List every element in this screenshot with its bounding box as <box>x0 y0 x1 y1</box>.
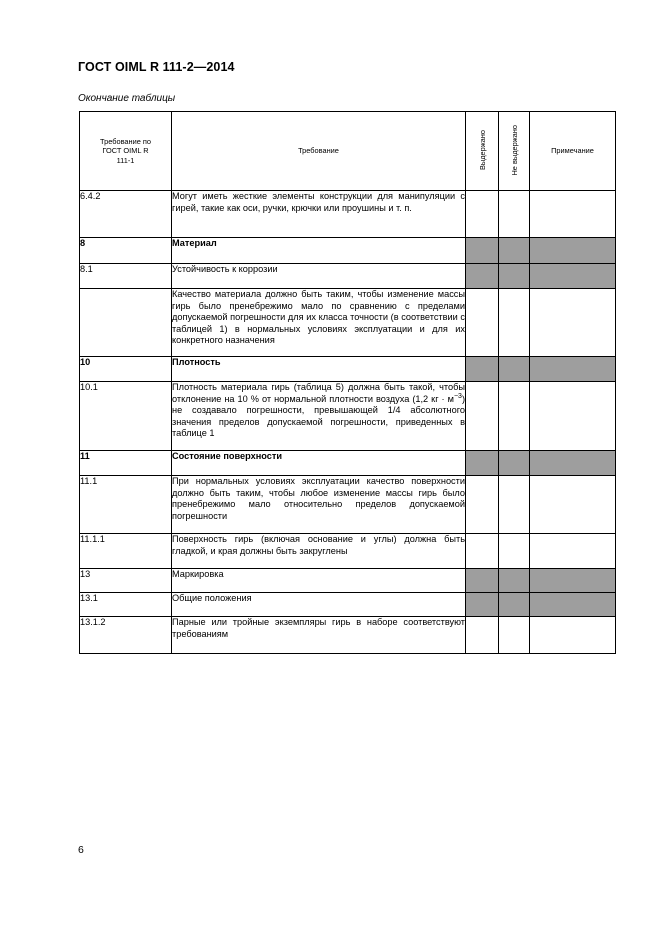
requirement-text: Поверхность гирь (включая основание и углы) должна быть гладкой, и края должны быть закруглены <box>172 534 466 569</box>
clause-number: 8.1 <box>80 264 172 289</box>
requirement-text: Устойчивость к коррозии <box>172 264 466 289</box>
clause-number: 13.1 <box>80 593 172 617</box>
clause-number: 11.1 <box>80 476 172 534</box>
table-header-row <box>80 112 616 191</box>
clause-number: 6.4.2 <box>80 191 172 238</box>
table-row <box>80 289 616 357</box>
passed-cell <box>466 382 499 451</box>
clause-number: 11 <box>80 451 172 476</box>
note-cell <box>530 534 616 569</box>
note-cell <box>530 451 616 476</box>
document-title: ГОСТ OIML R 111-2—2014 <box>78 60 235 74</box>
table-row <box>80 238 616 264</box>
clause-number: 13.1.2 <box>80 617 172 654</box>
table-caption: Окончание таблицы <box>78 93 176 104</box>
failed-cell <box>499 569 530 593</box>
table-row <box>80 357 616 382</box>
failed-cell <box>499 534 530 569</box>
requirements-table <box>79 111 616 654</box>
note-cell <box>530 357 616 382</box>
note-cell <box>530 382 616 451</box>
note-cell <box>530 238 616 264</box>
passed-cell <box>466 238 499 264</box>
note-cell <box>530 617 616 654</box>
failed-cell <box>499 617 530 654</box>
requirement-text: Могут иметь жесткие элементы конструкции для манипуляции с гирей, такие как оси, ручки, крючки или проушины и т. п. <box>172 191 466 238</box>
failed-cell <box>499 289 530 357</box>
failed-cell <box>499 476 530 534</box>
table-row <box>80 264 616 289</box>
table-row <box>80 534 616 569</box>
passed-cell <box>466 569 499 593</box>
clause-number: 8 <box>80 238 172 264</box>
exponent: −3 <box>453 392 462 400</box>
table-row <box>80 476 616 534</box>
passed-cell <box>466 191 499 238</box>
failed-cell <box>499 238 530 264</box>
column-header-requirement: Требование <box>172 112 466 191</box>
note-cell <box>530 569 616 593</box>
passed-cell <box>466 264 499 289</box>
table-row <box>80 191 616 238</box>
requirement-text: При нормальных условиях эксплуатации качество поверхности должно быть таким, чтобы любое изменение массы гирь было пренебрежимо мало относительно пределов допускаемой погрешности <box>172 476 466 534</box>
requirement-text: Парные или тройные экземпляры гирь в наборе соответствуют требованиям <box>172 617 466 654</box>
clause-number: 13 <box>80 569 172 593</box>
passed-cell <box>466 289 499 357</box>
passed-cell <box>466 476 499 534</box>
passed-cell <box>466 357 499 382</box>
requirement-text: Состояние поверхности <box>172 451 466 476</box>
table-row <box>80 382 616 451</box>
passed-cell <box>466 451 499 476</box>
requirement-text: Качество материала должно быть таким, чтобы изменение массы гирь было пренебрежимо мало по сравнению с пределами допускаемой погрешности для их класса точности (в соответствии с таблицей 1) в нормальных условиях эксплуатации и для их конкретного назначения <box>172 289 466 357</box>
failed-cell <box>499 264 530 289</box>
passed-cell <box>466 534 499 569</box>
requirement-text: Маркировка <box>172 569 466 593</box>
note-cell <box>530 264 616 289</box>
note-cell <box>530 476 616 534</box>
table-row <box>80 593 616 617</box>
failed-cell <box>499 191 530 238</box>
requirement-text: Плотность <box>172 357 466 382</box>
requirement-text: Общие положения <box>172 593 466 617</box>
note-cell <box>530 593 616 617</box>
table-row <box>80 569 616 593</box>
passed-cell <box>466 593 499 617</box>
table-row <box>80 617 616 654</box>
column-header-failed: Не выдержано <box>499 112 530 191</box>
column-header-note: Примечание <box>530 112 616 191</box>
column-header-clause: Требование по ГОСТ OIML R 111-1 <box>80 112 172 191</box>
note-cell <box>530 191 616 238</box>
requirement-text: Материал <box>172 238 466 264</box>
clause-number <box>80 289 172 357</box>
page-number: 6 <box>78 844 84 856</box>
failed-cell <box>499 382 530 451</box>
note-cell <box>530 289 616 357</box>
failed-cell <box>499 451 530 476</box>
passed-cell <box>466 617 499 654</box>
failed-cell <box>499 357 530 382</box>
failed-cell <box>499 593 530 617</box>
clause-number: 10.1 <box>80 382 172 451</box>
column-header-passed: Выдержано <box>466 112 499 191</box>
clause-number: 10 <box>80 357 172 382</box>
requirement-text: Плотность материала гирь (таблица 5) должна быть такой, чтобы отклонение на 10 % от нормальной плотности воздуха (1,2 кг · $м^{-3}$) не создавало погрешности, превышающей 1/4 абсолютного значения пределов допускаемой погрешности, приведенных в таблице 1 <box>172 382 466 451</box>
table-row <box>80 451 616 476</box>
clause-number: 11.1.1 <box>80 534 172 569</box>
